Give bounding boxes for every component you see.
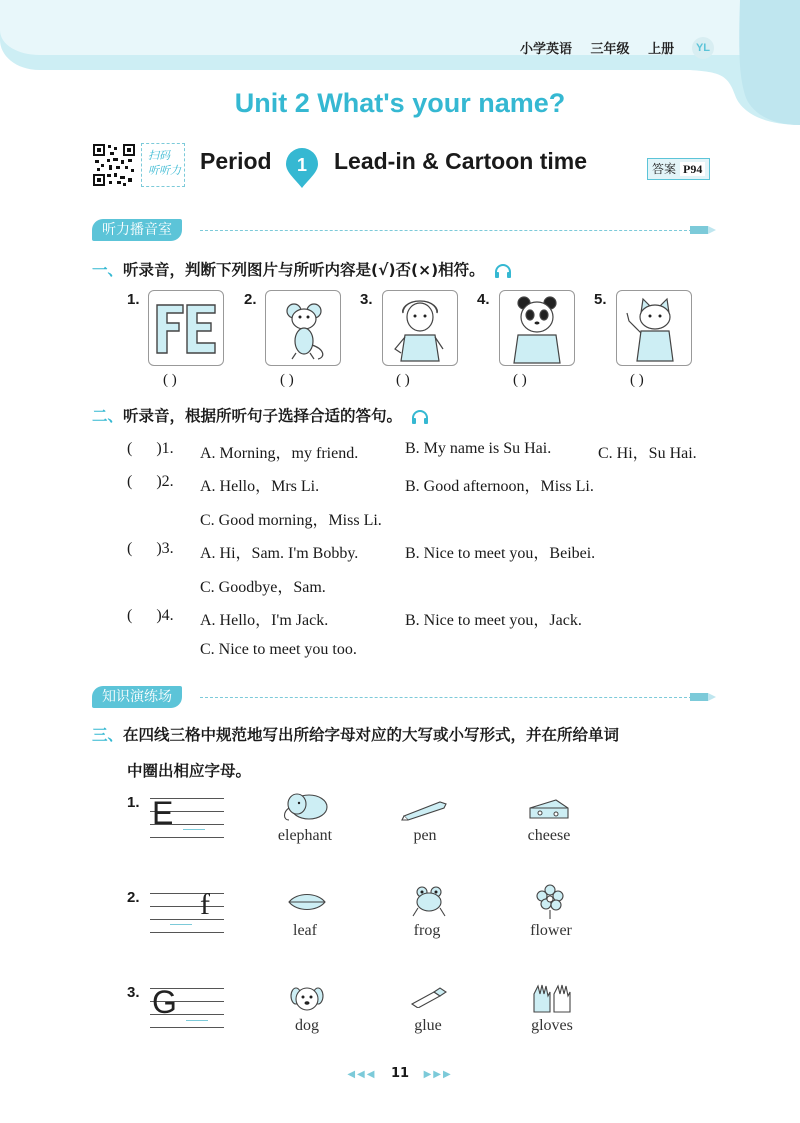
elephant-illustration: [277, 790, 337, 824]
publisher-logo: YL: [692, 37, 714, 59]
option-b: B. Good afternoon，Miss Li.: [405, 478, 594, 495]
question-number: 一、: [92, 261, 124, 279]
headphones-icon[interactable]: [494, 263, 512, 279]
grade-label: 三年级: [590, 42, 630, 57]
answer-blank[interactable]: ( ): [396, 372, 410, 388]
write-guide: [186, 1020, 208, 1021]
given-letter: E: [152, 795, 174, 831]
write-guide: [170, 924, 192, 925]
glue-illustration: [408, 986, 448, 1008]
answer-page: P94: [680, 162, 705, 176]
given-letter: G: [152, 984, 177, 1020]
answer-blank[interactable]: ( ): [280, 372, 294, 388]
word-dog[interactable]: dog: [295, 1017, 319, 1034]
question-text: 听录音，根据所听句子选择合适的答句。: [123, 407, 403, 425]
term-label: 上册: [648, 42, 675, 57]
option-b: B. My name is Su Hai.: [405, 440, 552, 457]
choice-blank[interactable]: ( )4.: [127, 607, 174, 624]
left-arrows-icon: ◀◀◀: [347, 1069, 377, 1080]
question-number: 三、: [92, 726, 124, 744]
item-number: 4.: [477, 291, 490, 308]
word-glue[interactable]: glue: [414, 1017, 442, 1034]
cheese-illustration: [526, 798, 572, 822]
period-number-badge: [284, 146, 320, 190]
four-line-grid[interactable]: [150, 893, 224, 945]
picture-letters-fe: [148, 290, 224, 366]
book-header: [520, 38, 688, 57]
leaf-illustration: [285, 890, 329, 914]
picture-panda: [499, 290, 575, 366]
page-number: 11: [390, 1066, 410, 1081]
row-number: 2.: [127, 889, 140, 906]
item-number: 2.: [244, 291, 257, 308]
gloves-illustration: [530, 982, 574, 1014]
picture-boy: [382, 290, 458, 366]
row-number: 3.: [127, 984, 140, 1001]
scan-line-1: 扫码: [148, 149, 170, 162]
word-gloves[interactable]: gloves: [531, 1017, 573, 1034]
section-tag-listening: 听力播音室: [92, 219, 182, 241]
headphones-icon[interactable]: [411, 409, 429, 425]
pencil-icon: [690, 691, 716, 703]
word-pen[interactable]: pen: [413, 827, 437, 844]
option-c: C. Good morning，Miss Li.: [200, 512, 382, 529]
option-b: B. Nice to meet you，Beibei.: [405, 545, 596, 562]
subject-label: 小学英语: [520, 42, 573, 57]
dog-illustration: [290, 984, 324, 1014]
scan-line-2: 听听力: [148, 164, 181, 177]
choice-blank[interactable]: ( )3.: [127, 540, 174, 557]
question-text: 听录音，判断下列图片与所听内容是(√)否(×)相符。: [123, 261, 485, 279]
answer-blank[interactable]: ( ): [630, 372, 644, 388]
pen-illustration: [400, 796, 452, 822]
option-c: C. Hi，Su Hai.: [598, 445, 697, 462]
write-guide: [183, 829, 205, 830]
unit-title: Unit 2 What's your name?: [234, 88, 566, 118]
given-letter: f: [200, 888, 210, 921]
word-leaf[interactable]: leaf: [293, 922, 317, 939]
question-text-continued: 中圈出相应字母。: [127, 762, 252, 780]
question-text: 在四线三格中规范地写出所给字母对应的大写或小写形式，并在所给单词: [123, 726, 620, 744]
choice-blank[interactable]: ( )1.: [127, 440, 174, 457]
option-a: A. Hello，Mrs Li.: [200, 478, 320, 495]
option-a: A. Hi，Sam. I'm Bobby.: [200, 545, 359, 562]
page-footer: [0, 1066, 800, 1081]
period-number: 1: [296, 155, 308, 175]
option-a: A. Morning，my friend.: [200, 445, 359, 462]
frog-illustration: [410, 884, 448, 918]
answer-blank[interactable]: ( ): [513, 372, 527, 388]
option-b: B. Nice to meet you，Jack.: [405, 612, 582, 629]
picture-cat: [616, 290, 692, 366]
word-cheese[interactable]: cheese: [527, 827, 571, 844]
qr-code-icon[interactable]: [92, 143, 136, 187]
word-frog[interactable]: frog: [413, 922, 441, 939]
question-number: 二、: [92, 407, 124, 425]
choice-blank[interactable]: ( )2.: [127, 473, 174, 490]
question-2: [92, 404, 429, 426]
section-divider: [200, 230, 692, 231]
item-number: 1.: [127, 291, 140, 308]
item-number: 3.: [360, 291, 373, 308]
pencil-icon: [690, 224, 716, 236]
question-3: [92, 723, 619, 745]
row-number: 1.: [127, 794, 140, 811]
word-flower[interactable]: flower: [530, 922, 572, 939]
option-c: C. Goodbye，Sam.: [200, 579, 326, 596]
right-arrows-icon: ▶▶▶: [423, 1069, 453, 1080]
picture-mouse: [265, 290, 341, 366]
scan-to-listen-label: [141, 143, 185, 187]
period-title: Lead-in & Cartoon time: [334, 148, 588, 174]
item-number: 5.: [594, 291, 607, 308]
word-elephant[interactable]: elephant: [277, 827, 333, 844]
option-c: C. Nice to meet you too.: [200, 641, 357, 658]
answer-reference[interactable]: [647, 158, 710, 180]
option-a: A. Hello，I'm Jack.: [200, 612, 329, 629]
section-tag-practice: 知识演练场: [92, 686, 182, 708]
section-divider: [200, 697, 692, 698]
question-1: [92, 258, 512, 280]
answer-label: 答案: [652, 162, 677, 176]
flower-illustration: [530, 884, 570, 920]
answer-blank[interactable]: ( ): [163, 372, 177, 388]
period-label: Period: [200, 148, 272, 174]
